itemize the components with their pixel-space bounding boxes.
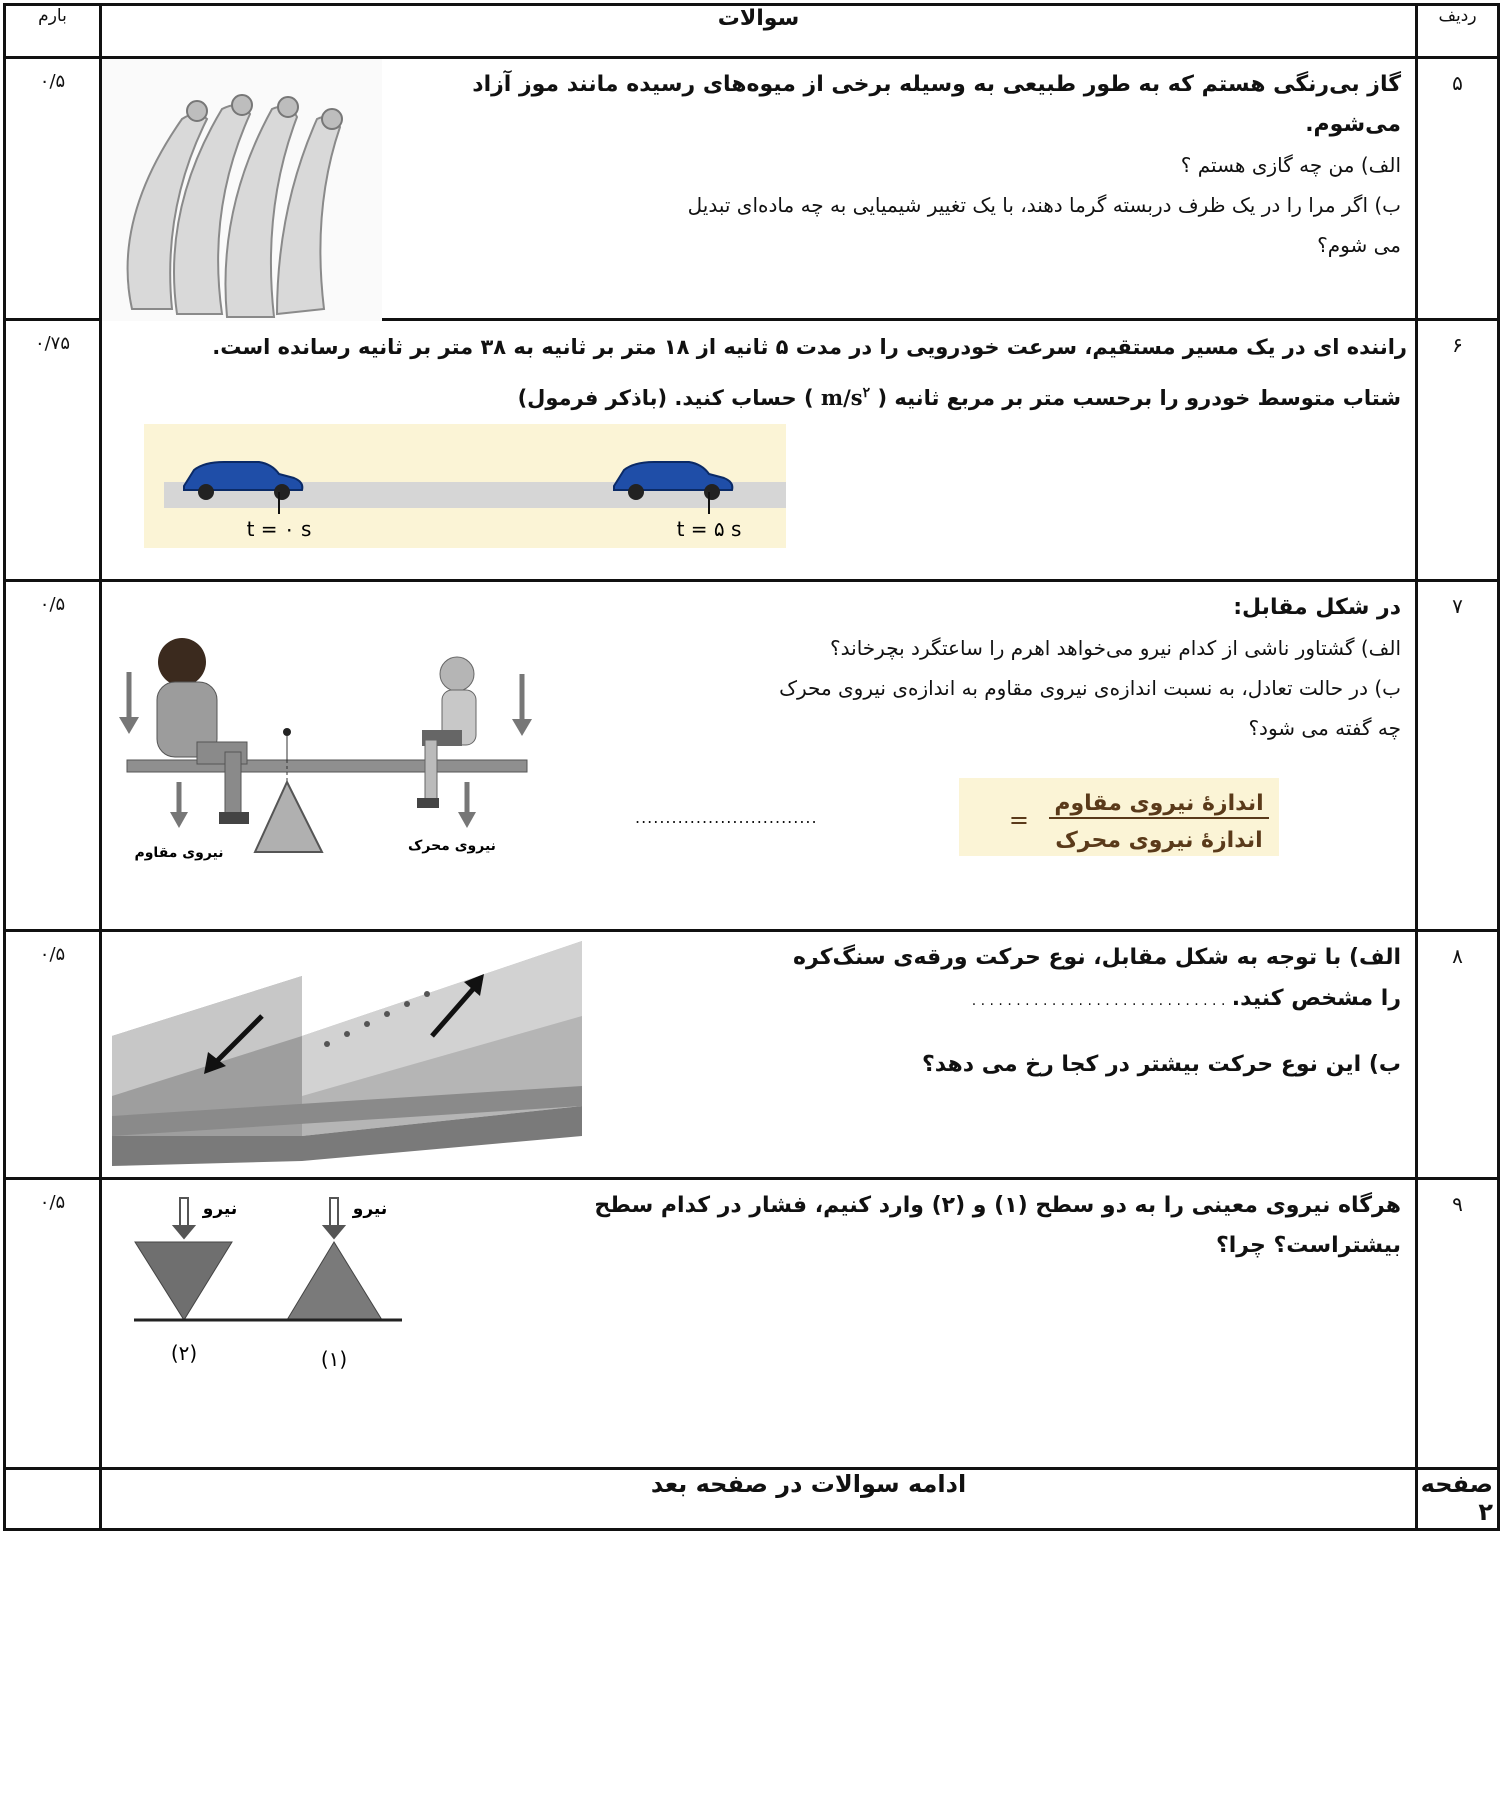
surface-label-1: (۱) — [320, 1347, 348, 1371]
q5-line1: گاز بی‌رنگی هستم که به طور طبیعی به وسیله برخی از میوه‌های رسیده مانند موز آزاد — [472, 72, 1401, 97]
question-body — [101, 1179, 1417, 1469]
formula-denominator: اندازهٔ نیروی محرک — [1055, 828, 1263, 853]
formula-numerator: اندازهٔ نیروی مقاوم — [1054, 791, 1264, 816]
continue-note: ادامه سوالات در صفحه بعد — [101, 1469, 1417, 1530]
footer-empty — [5, 1469, 101, 1530]
q8-part-a2-line: را مشخص کنید. . . . . . . . . . . . . . . . . . . . . . . . . . . . . . — [971, 986, 1401, 1011]
q5-part-a: الف) من چه گازی هستم ؟ — [1180, 153, 1401, 177]
q7-part-a: الف) گشتاور ناشی از کدام نیرو می‌خواهد اهرم را ساعتگرد بچرخاند؟ — [830, 636, 1401, 660]
formula-equals: = — [1008, 806, 1029, 834]
force-label-2: نیرو — [202, 1199, 238, 1219]
plate-boundary-image — [112, 936, 582, 1172]
q9-line1: هرگاه نیروی معینی را به دو سطح (۱) و (۲) وارد کنیم، فشار در کدام سطح — [594, 1193, 1401, 1218]
question-score: ۰/۵ — [5, 581, 101, 931]
unit-label: $m/s^۲$ — [820, 385, 871, 410]
pressure-diagram — [132, 1190, 432, 1410]
question-7 — [5, 581, 1499, 931]
q8-part-a1: الف) با توجه به شکل مقابل، نوع حرکت ورقه‌ی سنگ‌کره — [793, 945, 1401, 970]
page-number: صفحه ۲ — [1417, 1469, 1499, 1530]
q7-title: در شکل مقابل: — [1233, 595, 1401, 620]
score-header: بارم — [5, 5, 101, 58]
q5-part-b2: می شوم؟ — [1317, 233, 1401, 257]
questions-header: سوالات — [101, 5, 1417, 58]
exam-table — [3, 3, 1500, 1531]
q6-line1: راننده ای در یک مسیر مستقیم، سرعت خودرویی را در مدت ۵ ثانیه از ۱۸ متر بر ثانیه به ۳۸ متر بر ثانیه رسانده است. — [212, 335, 1407, 359]
resistance-force-label: نیروی مقاوم — [134, 845, 224, 861]
question-body — [101, 931, 1417, 1179]
question-body — [101, 58, 1417, 320]
t5-label: t = ۵ s — [676, 517, 742, 541]
question-score: ۰/۵ — [5, 931, 101, 1179]
question-number: ۷ — [1417, 581, 1499, 931]
q7-part-b2: چه گفته می شود؟ — [1248, 716, 1401, 740]
question-9 — [5, 1179, 1499, 1469]
question-body — [101, 581, 1417, 931]
question-5 — [5, 58, 1499, 320]
question-score: ۰/۷۵ — [5, 320, 101, 581]
question-score: ۰/۵ — [5, 1179, 101, 1469]
q7-part-b1: ب) در حالت تعادل، به نسبت اندازه‌ی نیروی مقاوم به اندازه‌ی نیروی محرک — [779, 676, 1401, 700]
q5-line2: می‌شوم. — [1305, 112, 1401, 137]
question-8 — [5, 931, 1499, 1179]
question-body — [101, 320, 1417, 581]
t0-label: t = ۰ s — [246, 517, 312, 541]
page-footer — [5, 1469, 1499, 1530]
q8-part-b: ب) این نوع حرکت بیشتر در کجا رخ می دهد؟ — [922, 1052, 1401, 1077]
effort-force-label: نیروی محرک — [408, 838, 496, 854]
question-number: ۸ — [1417, 931, 1499, 1179]
answer-blank: .............................. — [635, 808, 818, 827]
banana-image — [102, 59, 382, 321]
q5-part-b1: ب) اگر مرا را در یک ظرف دربسته گرما دهند، با یک تغییر شیمیایی به چه ماده‌ای تبدیل — [687, 193, 1401, 217]
question-number: ۹ — [1417, 1179, 1499, 1469]
question-number: ۵ — [1417, 58, 1499, 320]
q6-line2: شتاب متوسط خودرو را برحسب متر بر مربع ثانیه ( $m/s^۲$ ) حساب کنید. (باذکر فرمول) — [517, 385, 1401, 410]
table-header — [5, 5, 1499, 58]
seesaw-image — [107, 602, 547, 922]
force-label-1: نیرو — [352, 1199, 388, 1219]
car-motion-diagram — [144, 424, 786, 548]
ratio-formula — [959, 778, 1279, 856]
row-header: ردیف — [1417, 5, 1499, 58]
heavy-child — [157, 638, 249, 824]
question-number: ۶ — [1417, 320, 1499, 581]
question-6 — [5, 320, 1499, 581]
q9-line2: بیشتراست؟ چرا؟ — [1215, 1233, 1401, 1258]
surface-label-2: (۲) — [170, 1341, 198, 1365]
question-score: ۰/۵ — [5, 58, 101, 320]
